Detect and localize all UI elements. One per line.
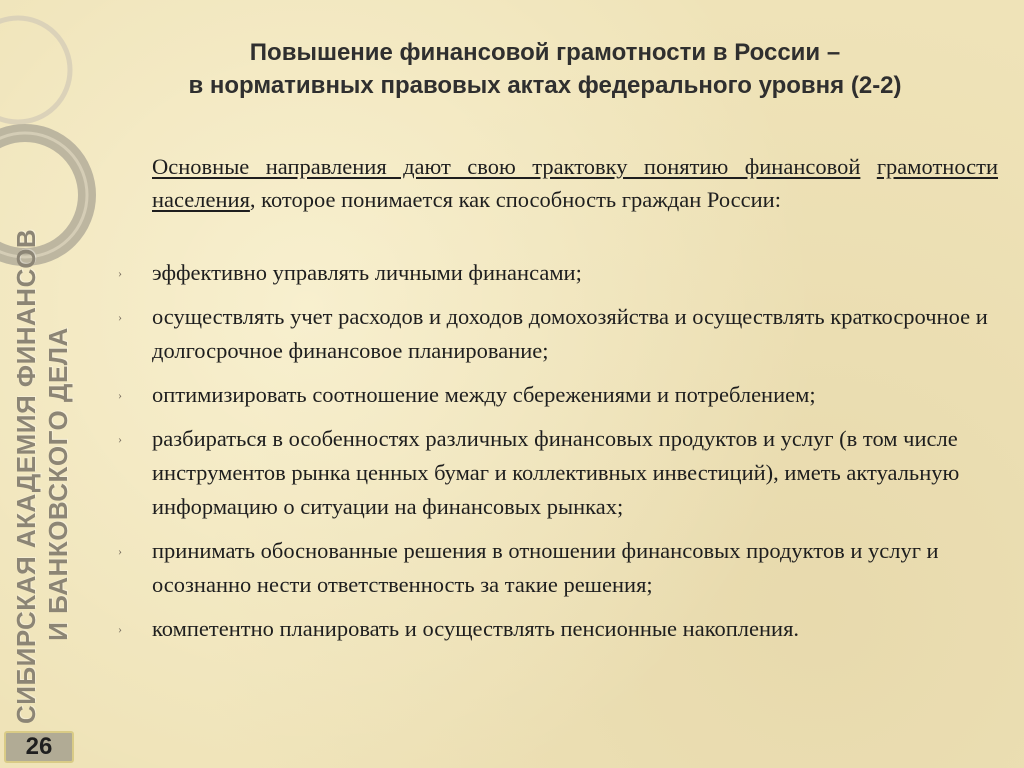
slide-title <box>90 36 1000 102</box>
title-line-2: в нормативных правовых актах федерального уровня (2-2) <box>188 72 902 99</box>
bullet-arrow-icon: › <box>118 432 122 446</box>
bullet-text: осуществлять учет расходов и доходов домохозяйства и осуществлять краткосрочное и долгосрочное финансовое планирование; <box>152 304 988 363</box>
bullet-arrow-icon: › <box>118 310 122 324</box>
bullet-text: оптимизировать соотношение между сбережениями и потреблением; <box>152 382 816 407</box>
bullet-text: принимать обоснованные решения в отношении финансовых продуктов и услуг и осознанно нести ответственность за такие решения; <box>152 538 939 597</box>
bullet-item <box>118 378 998 412</box>
bullet-text: эффективно управлять личными финансами; <box>152 260 582 285</box>
sidebar-academy-name <box>10 228 74 724</box>
sidebar-line-2: И БАНКОВСКОГО ДЕЛА <box>43 327 73 641</box>
bullet-arrow-icon: › <box>118 388 122 402</box>
bullet-arrow-icon: › <box>118 622 122 636</box>
intro-rest: , которое понимается как способность граждан России: <box>249 187 781 212</box>
intro-underlined-2: грамотности населения <box>152 154 999 212</box>
title-line-1: Повышение финансовой грамотности в России – <box>249 39 841 66</box>
intro-paragraph <box>152 150 998 216</box>
bullet-text: компетентно планировать и осуществлять пенсионные накопления. <box>152 616 800 641</box>
bullet-item <box>118 534 998 602</box>
bullet-item <box>118 422 998 524</box>
bullet-arrow-icon: › <box>118 544 122 558</box>
bullet-item <box>118 300 998 368</box>
bullet-arrow-icon: › <box>118 266 122 280</box>
bullet-list <box>118 256 998 656</box>
bullet-item <box>118 256 998 290</box>
page-number: 26 <box>4 731 74 763</box>
intro-underlined-1: Основные направления дают свою трактовку понятию финансовой <box>152 154 861 179</box>
sidebar-line-1: СИБИРСКАЯ АКАДЕМИЯ ФИНАНСОВ <box>11 228 41 724</box>
bullet-item <box>118 612 998 646</box>
bullet-text: разбираться в особенностях различных финансовых продуктов и услуг (в том числе инструментов рынка ценных бумаг и коллективных инвестиций), иметь актуальную информацию о ситуации на финансовых рынках; <box>152 426 960 519</box>
